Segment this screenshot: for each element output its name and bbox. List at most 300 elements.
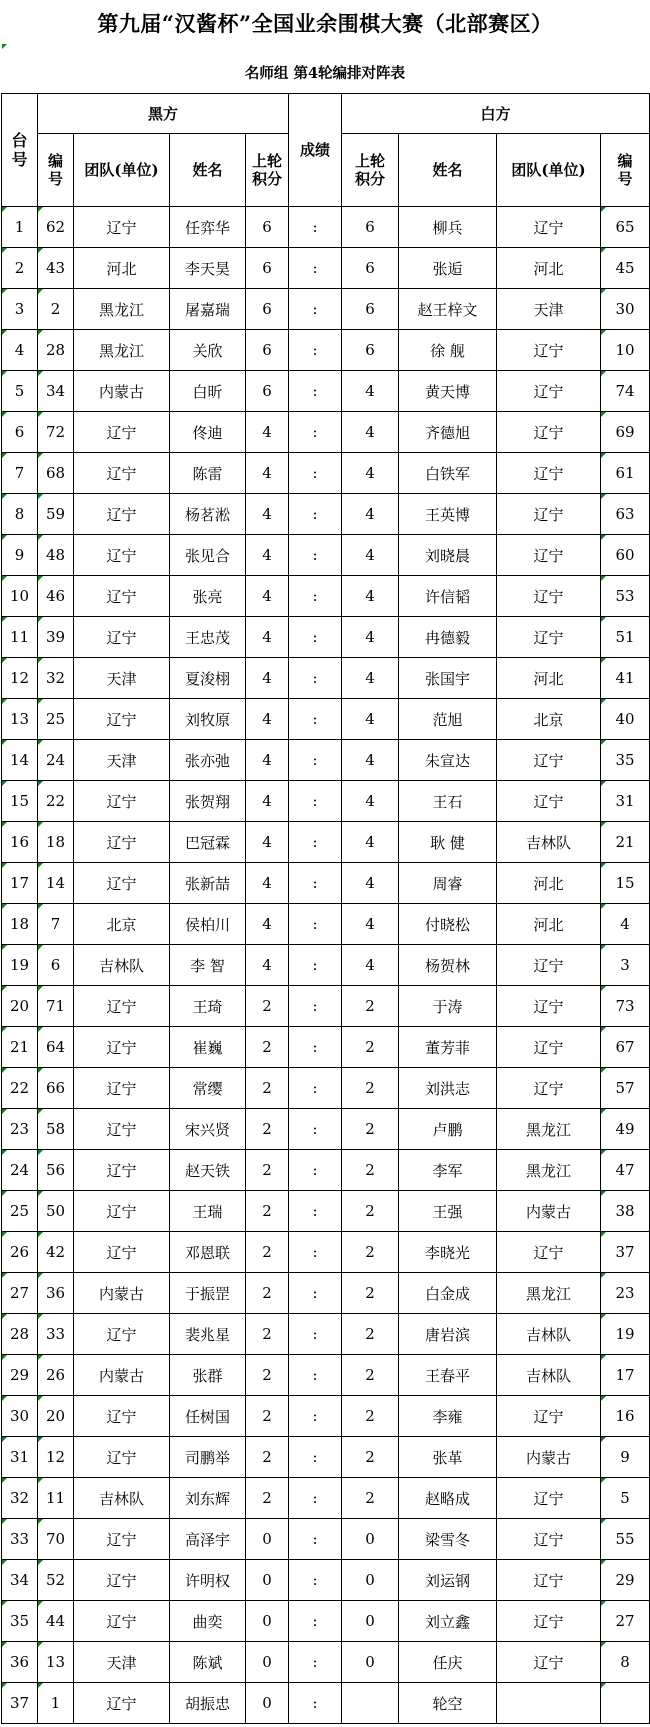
table-number bbox=[2, 1601, 38, 1642]
white-prev-score: 4 bbox=[342, 453, 399, 494]
white-player-no-text: 45 bbox=[615, 259, 635, 277]
cell-marker bbox=[38, 289, 43, 294]
white-prev-score: 2 bbox=[342, 1109, 399, 1150]
table-number bbox=[2, 740, 38, 781]
header-table-no: 台号 bbox=[2, 94, 38, 207]
white-prev-score: 4 bbox=[342, 576, 399, 617]
white-player-name: 白金成 bbox=[399, 1273, 497, 1314]
table-number bbox=[2, 863, 38, 904]
black-player-no bbox=[38, 904, 74, 945]
cell-marker bbox=[2, 44, 7, 49]
white-prev-score: 4 bbox=[342, 494, 399, 535]
result-cell: : bbox=[289, 371, 342, 412]
cell-marker bbox=[2, 1642, 7, 1647]
black-team: 辽宁 bbox=[74, 863, 170, 904]
black-prev-score: 2 bbox=[246, 1396, 289, 1437]
table-number-text: 7 bbox=[14, 464, 25, 482]
cell-marker bbox=[2, 1519, 7, 1524]
page-title: 第九届“汉酱杯”全国业余围棋大赛（北部赛区） bbox=[97, 11, 553, 36]
cell-marker bbox=[601, 699, 606, 704]
white-player-name: 李雍 bbox=[399, 1396, 497, 1437]
black-player-no bbox=[38, 1396, 74, 1437]
cell-marker bbox=[38, 1273, 43, 1278]
black-player-no-text: 36 bbox=[45, 1284, 66, 1302]
white-prev-score: 2 bbox=[342, 1191, 399, 1232]
table-number bbox=[2, 1396, 38, 1437]
white-player-no bbox=[601, 1027, 650, 1068]
cell-marker bbox=[601, 617, 606, 622]
white-player-no-text: 19 bbox=[615, 1325, 635, 1343]
table-number-text: 11 bbox=[9, 628, 30, 646]
black-team: 辽宁 bbox=[74, 1601, 170, 1642]
black-prev-score: 2 bbox=[246, 1109, 289, 1150]
table-number-text: 8 bbox=[14, 505, 25, 523]
cell-marker bbox=[2, 822, 7, 827]
white-player-no bbox=[601, 494, 650, 535]
table-number-text: 23 bbox=[9, 1120, 30, 1138]
table-number-text: 1 bbox=[14, 218, 25, 236]
black-player-no-text: 14 bbox=[45, 874, 66, 892]
table-row bbox=[2, 1150, 650, 1191]
white-player-no bbox=[601, 1683, 650, 1724]
white-player-name: 王强 bbox=[399, 1191, 497, 1232]
black-player-name: 刘牧原 bbox=[170, 699, 246, 740]
result-cell: : bbox=[289, 248, 342, 289]
header-white-prev-score: 上轮积分 bbox=[342, 134, 399, 207]
white-player-name: 卢鹏 bbox=[399, 1109, 497, 1150]
white-player-no bbox=[601, 1437, 650, 1478]
white-team: 河北 bbox=[497, 248, 601, 289]
white-player-name: 李军 bbox=[399, 1150, 497, 1191]
black-player-no bbox=[38, 1027, 74, 1068]
result-cell: : bbox=[289, 1642, 342, 1683]
result-cell: : bbox=[289, 1273, 342, 1314]
header-black-no: 编号 bbox=[38, 134, 74, 207]
black-prev-score: 4 bbox=[246, 412, 289, 453]
cell-marker bbox=[601, 658, 606, 663]
white-team: 辽宁 bbox=[497, 1068, 601, 1109]
table-row bbox=[2, 1109, 650, 1150]
black-prev-score: 2 bbox=[246, 1437, 289, 1478]
black-player-name: 张贺翔 bbox=[170, 781, 246, 822]
white-player-name: 张国宇 bbox=[399, 658, 497, 699]
white-player-no-text: 3 bbox=[620, 956, 630, 974]
white-team: 辽宁 bbox=[497, 1027, 601, 1068]
table-row bbox=[2, 1478, 650, 1519]
cell-marker bbox=[2, 1355, 7, 1360]
white-team: 辽宁 bbox=[497, 740, 601, 781]
table-row bbox=[2, 781, 650, 822]
black-team: 河北 bbox=[74, 248, 170, 289]
black-team: 辽宁 bbox=[74, 1027, 170, 1068]
black-team: 辽宁 bbox=[74, 494, 170, 535]
table-row bbox=[2, 1519, 650, 1560]
cell-marker bbox=[601, 1027, 606, 1032]
black-player-no bbox=[38, 658, 74, 699]
black-prev-score: 6 bbox=[246, 207, 289, 248]
black-player-name: 宋兴贤 bbox=[170, 1109, 246, 1150]
black-prev-score: 2 bbox=[246, 1068, 289, 1109]
white-prev-score: 6 bbox=[342, 248, 399, 289]
table-row bbox=[2, 1560, 650, 1601]
white-team: 辽宁 bbox=[497, 1642, 601, 1683]
table-number-text: 34 bbox=[9, 1571, 30, 1589]
black-player-name: 王忠茂 bbox=[170, 617, 246, 658]
cell-marker bbox=[2, 617, 7, 622]
black-player-no bbox=[38, 1519, 74, 1560]
white-prev-score bbox=[342, 1683, 399, 1724]
cell-marker bbox=[38, 1314, 43, 1319]
cell-marker bbox=[601, 781, 606, 786]
pairing-table bbox=[1, 93, 650, 1724]
result-cell: : bbox=[289, 1027, 342, 1068]
black-player-no-text: 42 bbox=[45, 1243, 66, 1261]
black-player-no-text: 33 bbox=[45, 1325, 66, 1343]
cell-marker bbox=[601, 740, 606, 745]
result-cell: : bbox=[289, 1150, 342, 1191]
table-row bbox=[2, 494, 650, 535]
black-prev-score: 4 bbox=[246, 576, 289, 617]
white-player-no-text: 55 bbox=[615, 1530, 635, 1548]
black-prev-score: 6 bbox=[246, 371, 289, 412]
white-player-no-text: 9 bbox=[620, 1448, 630, 1466]
white-team: 内蒙古 bbox=[497, 1191, 601, 1232]
black-player-no bbox=[38, 453, 74, 494]
white-player-no bbox=[601, 617, 650, 658]
cell-marker bbox=[2, 1437, 7, 1442]
table-number bbox=[2, 1355, 38, 1396]
cell-marker bbox=[38, 986, 43, 991]
table-number-text: 31 bbox=[9, 1448, 30, 1466]
white-team: 辽宁 bbox=[497, 494, 601, 535]
white-player-no-text: 15 bbox=[615, 874, 635, 892]
cell-marker bbox=[601, 1191, 606, 1196]
cell-marker bbox=[601, 1232, 606, 1237]
white-team: 吉林队 bbox=[497, 822, 601, 863]
black-team: 辽宁 bbox=[74, 576, 170, 617]
table-number-text: 16 bbox=[9, 833, 30, 851]
black-team: 内蒙古 bbox=[74, 1273, 170, 1314]
header-white-team: 团队(单位) bbox=[497, 134, 601, 207]
cell-marker bbox=[601, 1355, 606, 1360]
black-player-no-text: 7 bbox=[50, 915, 61, 933]
cell-marker bbox=[601, 1109, 606, 1114]
white-player-no-text: 30 bbox=[615, 300, 635, 318]
black-player-name: 李天昊 bbox=[170, 248, 246, 289]
black-player-name: 许明权 bbox=[170, 1560, 246, 1601]
cell-marker bbox=[2, 330, 7, 335]
white-player-no-text: 74 bbox=[615, 382, 635, 400]
white-prev-score: 0 bbox=[342, 1642, 399, 1683]
white-team: 辽宁 bbox=[497, 781, 601, 822]
white-team: 辽宁 bbox=[497, 330, 601, 371]
black-player-name: 张见合 bbox=[170, 535, 246, 576]
black-team: 辽宁 bbox=[74, 1191, 170, 1232]
white-player-no bbox=[601, 412, 650, 453]
table-row bbox=[2, 740, 650, 781]
result-cell: : bbox=[289, 617, 342, 658]
white-player-no bbox=[601, 1150, 650, 1191]
cell-marker bbox=[38, 1232, 43, 1237]
result-cell: : bbox=[289, 699, 342, 740]
table-number-text: 24 bbox=[9, 1161, 30, 1179]
white-prev-score: 6 bbox=[342, 207, 399, 248]
cell-marker bbox=[2, 453, 7, 458]
black-team: 吉林队 bbox=[74, 945, 170, 986]
white-player-no-text: 4 bbox=[620, 915, 630, 933]
result-cell: : bbox=[289, 1232, 342, 1273]
white-player-no bbox=[601, 1068, 650, 1109]
black-team: 天津 bbox=[74, 740, 170, 781]
black-prev-score: 6 bbox=[246, 248, 289, 289]
black-player-name: 陈斌 bbox=[170, 1642, 246, 1683]
cell-marker bbox=[38, 617, 43, 622]
black-team: 辽宁 bbox=[74, 535, 170, 576]
black-player-no-text: 1 bbox=[50, 1694, 61, 1712]
white-player-name: 柳兵 bbox=[399, 207, 497, 248]
black-prev-score: 4 bbox=[246, 781, 289, 822]
white-player-no-text: 47 bbox=[615, 1161, 635, 1179]
black-player-name: 赵天铁 bbox=[170, 1150, 246, 1191]
white-player-no-text: 65 bbox=[615, 218, 635, 236]
white-player-no bbox=[601, 453, 650, 494]
table-number-text: 21 bbox=[9, 1038, 30, 1056]
white-player-no bbox=[601, 1642, 650, 1683]
black-prev-score: 2 bbox=[246, 1355, 289, 1396]
white-team: 天津 bbox=[497, 289, 601, 330]
white-team: 河北 bbox=[497, 904, 601, 945]
white-player-no-text: 8 bbox=[620, 1653, 630, 1671]
cell-marker bbox=[601, 453, 606, 458]
cell-marker bbox=[38, 945, 43, 950]
black-player-no bbox=[38, 1478, 74, 1519]
cell-marker bbox=[38, 1560, 43, 1565]
white-player-no-text: 35 bbox=[615, 751, 635, 769]
table-number-text: 19 bbox=[9, 956, 30, 974]
black-team: 天津 bbox=[74, 658, 170, 699]
table-row bbox=[2, 371, 650, 412]
table-number-text: 37 bbox=[9, 1694, 30, 1712]
white-team: 辽宁 bbox=[497, 986, 601, 1027]
table-row bbox=[2, 1314, 650, 1355]
black-player-name: 巴冠霖 bbox=[170, 822, 246, 863]
black-player-name: 高泽宇 bbox=[170, 1519, 246, 1560]
white-player-no-text: 49 bbox=[615, 1120, 635, 1138]
black-team: 黑龙江 bbox=[74, 330, 170, 371]
cell-marker bbox=[601, 1519, 606, 1524]
table-number bbox=[2, 1560, 38, 1601]
table-number bbox=[2, 1478, 38, 1519]
white-player-no-text: 73 bbox=[615, 997, 635, 1015]
white-player-no-text: 61 bbox=[615, 464, 635, 482]
table-number bbox=[2, 822, 38, 863]
table-number-text: 29 bbox=[9, 1366, 30, 1384]
black-player-no-text: 25 bbox=[45, 710, 66, 728]
black-team: 辽宁 bbox=[74, 617, 170, 658]
white-player-name: 于涛 bbox=[399, 986, 497, 1027]
white-prev-score: 2 bbox=[342, 986, 399, 1027]
table-number-text: 4 bbox=[14, 341, 25, 359]
white-player-name: 许信韬 bbox=[399, 576, 497, 617]
cell-marker bbox=[601, 535, 606, 540]
black-player-name: 常缨 bbox=[170, 1068, 246, 1109]
page-subtitle: 名师组 第4轮编排对阵表 bbox=[244, 65, 406, 82]
white-team: 辽宁 bbox=[497, 1232, 601, 1273]
white-player-no-text: 63 bbox=[615, 505, 635, 523]
table-row bbox=[2, 1601, 650, 1642]
white-team: 辽宁 bbox=[497, 617, 601, 658]
white-team: 北京 bbox=[497, 699, 601, 740]
white-prev-score: 2 bbox=[342, 1314, 399, 1355]
black-player-no-text: 58 bbox=[45, 1120, 66, 1138]
table-number-text: 2 bbox=[14, 259, 25, 277]
black-prev-score: 0 bbox=[246, 1683, 289, 1724]
table-number-text: 5 bbox=[14, 382, 25, 400]
black-prev-score: 0 bbox=[246, 1519, 289, 1560]
black-player-no bbox=[38, 1437, 74, 1478]
cell-marker bbox=[38, 1437, 43, 1442]
white-player-name: 刘晓晨 bbox=[399, 535, 497, 576]
cell-marker bbox=[2, 371, 7, 376]
white-player-no bbox=[601, 371, 650, 412]
header-black-prev-score: 上轮积分 bbox=[246, 134, 289, 207]
cell-marker bbox=[601, 1396, 606, 1401]
white-player-no-text: 41 bbox=[615, 669, 635, 687]
table-number bbox=[2, 453, 38, 494]
cell-marker bbox=[2, 658, 7, 663]
table-number bbox=[2, 986, 38, 1027]
white-prev-score: 2 bbox=[342, 1068, 399, 1109]
white-player-no-text: 21 bbox=[615, 833, 635, 851]
cell-marker bbox=[38, 535, 43, 540]
table-number-text: 27 bbox=[9, 1284, 30, 1302]
white-player-name: 唐岩滨 bbox=[399, 1314, 497, 1355]
black-player-no bbox=[38, 945, 74, 986]
white-player-no-text: 38 bbox=[615, 1202, 635, 1220]
table-number bbox=[2, 535, 38, 576]
black-player-no bbox=[38, 412, 74, 453]
white-player-no bbox=[601, 1355, 650, 1396]
table-number-text: 32 bbox=[9, 1489, 30, 1507]
cell-marker bbox=[38, 494, 43, 499]
black-player-no-text: 70 bbox=[45, 1530, 66, 1548]
white-team: 辽宁 bbox=[497, 207, 601, 248]
white-player-no bbox=[601, 1560, 650, 1601]
table-row bbox=[2, 904, 650, 945]
white-player-no bbox=[601, 822, 650, 863]
black-team: 辽宁 bbox=[74, 1109, 170, 1150]
black-player-no-text: 13 bbox=[45, 1653, 66, 1671]
cell-marker bbox=[38, 1150, 43, 1155]
white-player-name: 梁雪冬 bbox=[399, 1519, 497, 1560]
black-team: 黑龙江 bbox=[74, 289, 170, 330]
black-player-name: 杨茗淞 bbox=[170, 494, 246, 535]
cell-marker bbox=[601, 371, 606, 376]
result-cell: : bbox=[289, 330, 342, 371]
white-team: 辽宁 bbox=[497, 1601, 601, 1642]
result-cell: : bbox=[289, 904, 342, 945]
cell-marker bbox=[601, 1478, 606, 1483]
cell-marker bbox=[2, 986, 7, 991]
table-number-text: 30 bbox=[9, 1407, 30, 1425]
black-team: 辽宁 bbox=[74, 1683, 170, 1724]
black-player-name: 白昕 bbox=[170, 371, 246, 412]
table-row bbox=[2, 1191, 650, 1232]
table-row bbox=[2, 1068, 650, 1109]
table-row bbox=[2, 1355, 650, 1396]
white-prev-score: 4 bbox=[342, 699, 399, 740]
result-cell: : bbox=[289, 740, 342, 781]
result-cell: : bbox=[289, 1478, 342, 1519]
result-cell: : bbox=[289, 986, 342, 1027]
white-player-name: 刘洪志 bbox=[399, 1068, 497, 1109]
table-number-text: 13 bbox=[9, 710, 30, 728]
black-player-no-text: 28 bbox=[45, 341, 66, 359]
cell-marker bbox=[601, 1683, 606, 1688]
white-prev-score: 4 bbox=[342, 904, 399, 945]
white-player-no bbox=[601, 986, 650, 1027]
cell-marker bbox=[2, 1683, 7, 1688]
black-prev-score: 4 bbox=[246, 617, 289, 658]
black-player-name: 崔巍 bbox=[170, 1027, 246, 1068]
black-prev-score: 4 bbox=[246, 822, 289, 863]
table-row bbox=[2, 289, 650, 330]
table-row bbox=[2, 1232, 650, 1273]
white-player-no bbox=[601, 699, 650, 740]
black-player-no bbox=[38, 699, 74, 740]
result-cell: : bbox=[289, 494, 342, 535]
black-player-no-text: 34 bbox=[45, 382, 66, 400]
cell-marker bbox=[601, 207, 606, 212]
black-player-no bbox=[38, 781, 74, 822]
result-cell: : bbox=[289, 945, 342, 986]
cell-marker bbox=[2, 1109, 7, 1114]
cell-marker bbox=[2, 1601, 7, 1606]
white-player-no-text: 40 bbox=[615, 710, 635, 728]
white-prev-score: 4 bbox=[342, 535, 399, 576]
white-player-no bbox=[601, 1314, 650, 1355]
black-player-no bbox=[38, 535, 74, 576]
black-player-no-text: 71 bbox=[45, 997, 66, 1015]
white-player-no-text: 23 bbox=[615, 1284, 635, 1302]
white-player-name: 张革 bbox=[399, 1437, 497, 1478]
table-number-text: 9 bbox=[14, 546, 25, 564]
black-team: 辽宁 bbox=[74, 781, 170, 822]
cell-marker bbox=[38, 1109, 43, 1114]
white-team: 辽宁 bbox=[497, 1560, 601, 1601]
white-player-name: 张逅 bbox=[399, 248, 497, 289]
cell-marker bbox=[601, 863, 606, 868]
cell-marker bbox=[38, 330, 43, 335]
cell-marker bbox=[38, 822, 43, 827]
black-player-name: 于振罡 bbox=[170, 1273, 246, 1314]
white-player-no bbox=[601, 904, 650, 945]
black-team: 辽宁 bbox=[74, 453, 170, 494]
table-number bbox=[2, 576, 38, 617]
table-number bbox=[2, 1150, 38, 1191]
white-player-name: 李晓光 bbox=[399, 1232, 497, 1273]
black-player-no bbox=[38, 1314, 74, 1355]
white-player-name: 王石 bbox=[399, 781, 497, 822]
result-cell: : bbox=[289, 863, 342, 904]
table-number bbox=[2, 658, 38, 699]
cell-marker bbox=[38, 740, 43, 745]
black-player-no-text: 22 bbox=[45, 792, 66, 810]
black-prev-score: 0 bbox=[246, 1642, 289, 1683]
white-player-no bbox=[601, 781, 650, 822]
black-player-no bbox=[38, 986, 74, 1027]
cell-marker bbox=[38, 1396, 43, 1401]
